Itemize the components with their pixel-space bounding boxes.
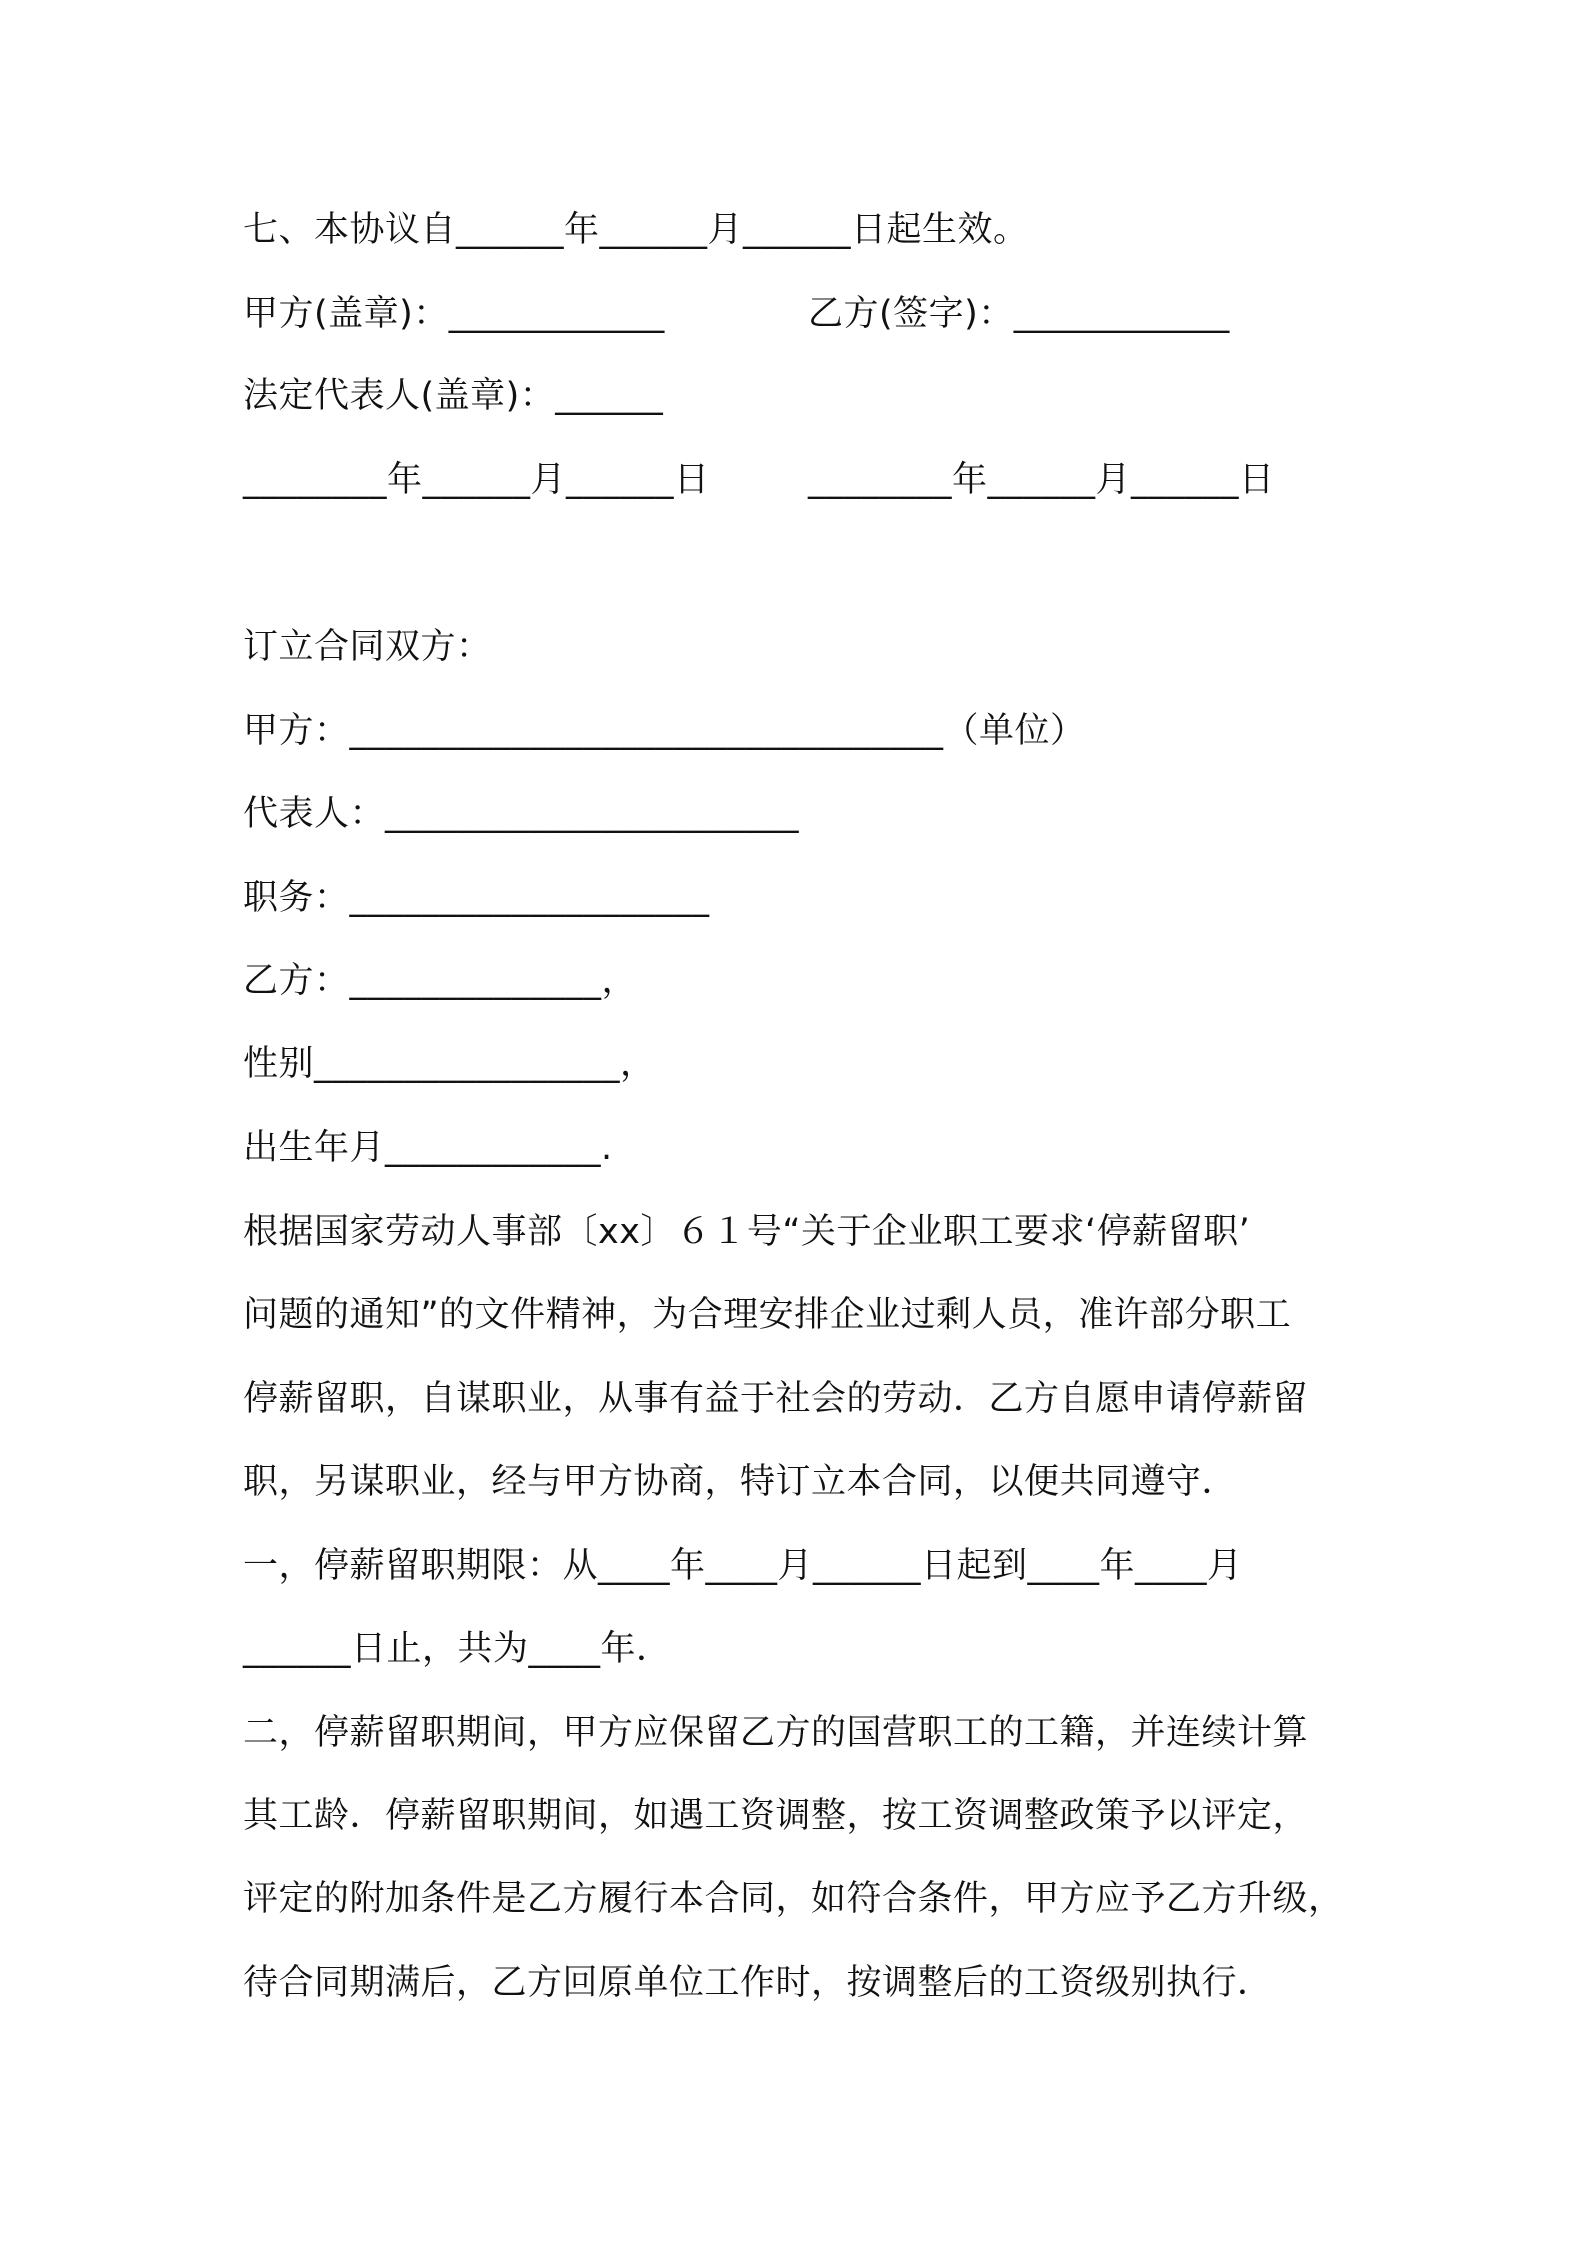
party-b-signature-line: 乙方(签字)：____________ (808, 294, 1230, 334)
party-b-date-line: ________年______月______日 (808, 460, 1275, 500)
clause-2-line-4: 待合同期满后，乙方回原单位工作时，按调整后的工资级别执行． (243, 1963, 1273, 2003)
gender-line: 性别_________________， (243, 1044, 656, 1084)
party-a-unit-line: 甲方：_________________________________（单位） (243, 711, 1086, 751)
representative-line: 代表人：_______________________ (243, 794, 800, 834)
preamble-line-4: 职，另谋职业，经与甲方协商，特订立本合同，以便共同遵守． (243, 1462, 1238, 1502)
clause-2-line-3: 评定的附加条件是乙方履行本合同，如符合条件，甲方应予乙方升级， (243, 1879, 1344, 1919)
birth-date-line: 出生年月____________. (243, 1128, 613, 1168)
position-line: 职务：____________________ (243, 878, 710, 918)
clause-2-line-2: 其工龄．停薪留职期间，如遇工资调整，按工资调整政策予以评定， (243, 1796, 1309, 1836)
preamble-line-1: 根据国家劳动人事部〔xx〕６１号“关于企业职工要求‘停薪留职’ (243, 1212, 1251, 1252)
party-a-date-line: ________年______月______日 (243, 460, 710, 500)
clause-1-line-2: ______日止，共为____年． (243, 1629, 672, 1669)
clause-2-line-1: 二，停薪留职期间，甲方应保留乙方的国营职工的工籍，并连续计算 (243, 1713, 1309, 1753)
clause-7-effective-date: 七、本协议自______年______月______日起生效。 (243, 210, 1029, 250)
party-a-seal-line: 甲方(盖章)：____________ (243, 294, 665, 334)
party-b-line: 乙方：______________， (243, 961, 638, 1001)
preamble-line-2: 问题的通知”的文件精神，为合理安排企业过剩人员，准许部分职工 (243, 1295, 1292, 1335)
legal-representative-seal-line: 法定代表人(盖章)：______ (243, 376, 664, 416)
preamble-line-3: 停薪留职，自谋职业，从事有益于社会的劳动．乙方自愿申请停薪留 (243, 1379, 1309, 1419)
clause-1-line-1: 一，停薪留职期限：从____年____月______日起到____年____月 (243, 1546, 1243, 1586)
contract-parties-heading: 订立合同双方： (243, 627, 492, 667)
